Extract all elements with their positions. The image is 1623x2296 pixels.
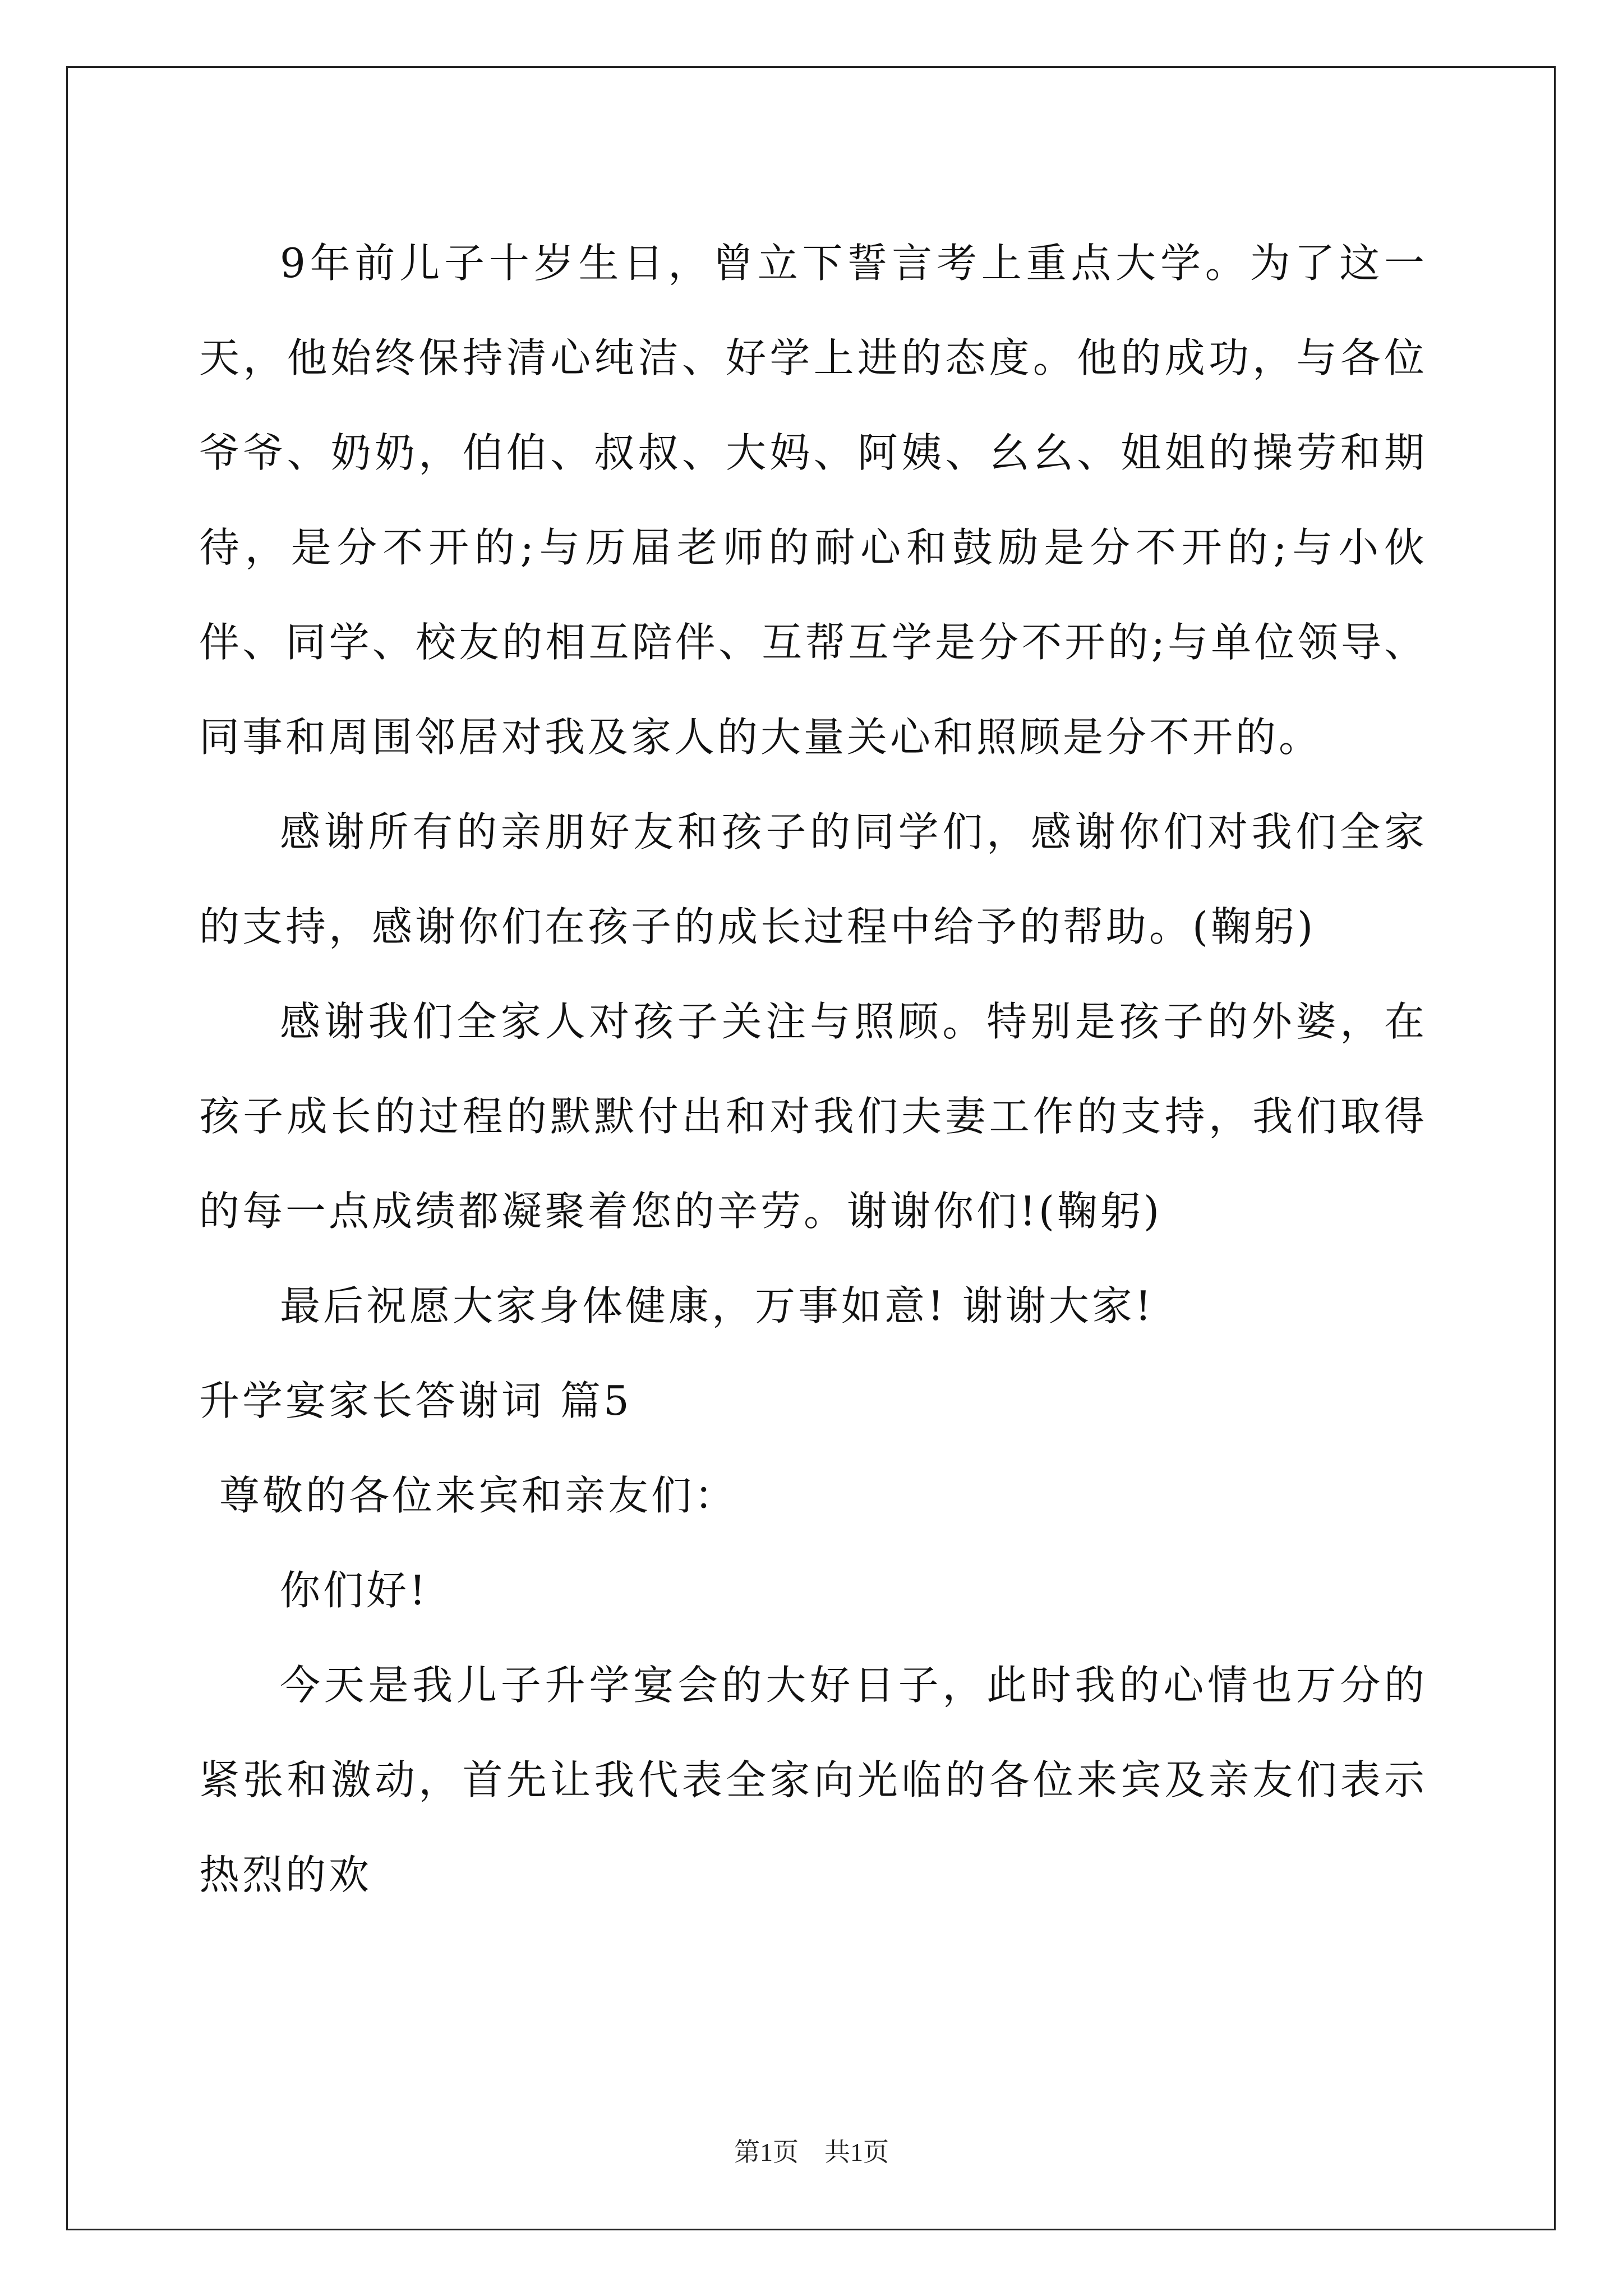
section-heading: 升学宴家长答谢词 篇5 bbox=[199, 1377, 632, 1424]
paragraph-opening-speech: 今天是我儿子升学宴会的大好日子，此时我的心情也万分的紧张和激动，首先让我代表全家向光临的各位来宾及亲友们表示热烈的欢 bbox=[199, 1662, 1427, 1898]
page-footer: 第1页 共1页 bbox=[734, 2138, 889, 2166]
paragraph-closing-wishes: 最后祝愿大家身体健康，万事如意! 谢谢大家! bbox=[280, 1282, 1154, 1329]
salutation-line: 你们好! bbox=[280, 1567, 428, 1614]
paragraph-gratitude-intro: 9年前儿子十岁生日，曾立下誓言考上重点大学。为了这一天，他始终保持清心纯洁、好学上进的态度。他的成功，与各位爷爷、奶奶，伯伯、叔叔、大妈、阿姨、幺幺、姐姐的操劳和期待，是分不开的;与历届老师的耐心和鼓励是分不开的;与小伙伴、同学、校友的相互陪伴、互帮互学是分不开的;与单位领导、同事和周围邻居对我及家人的大量关心和照顾是分不开的。 bbox=[199, 240, 1427, 761]
paragraph-thanks-family: 感谢我们全家人对孩子关注与照顾。特别是孩子的外婆，在孩子成长的过程的默默付出和对我们夫妻工作的支持，我们取得的每一点成绩都凝聚着您的辛劳。谢谢你们!(鞠躬) bbox=[199, 998, 1427, 1235]
paragraph-thanks-friends: 感谢所有的亲朋好友和孩子的同学们，感谢你们对我们全家的支持，感谢你们在孩子的成长过程中给予的帮助。(鞠躬) bbox=[199, 808, 1427, 950]
greeting-line: 尊敬的各位来宾和亲友们： bbox=[219, 1472, 738, 1519]
document-body bbox=[199, 216, 1427, 1922]
